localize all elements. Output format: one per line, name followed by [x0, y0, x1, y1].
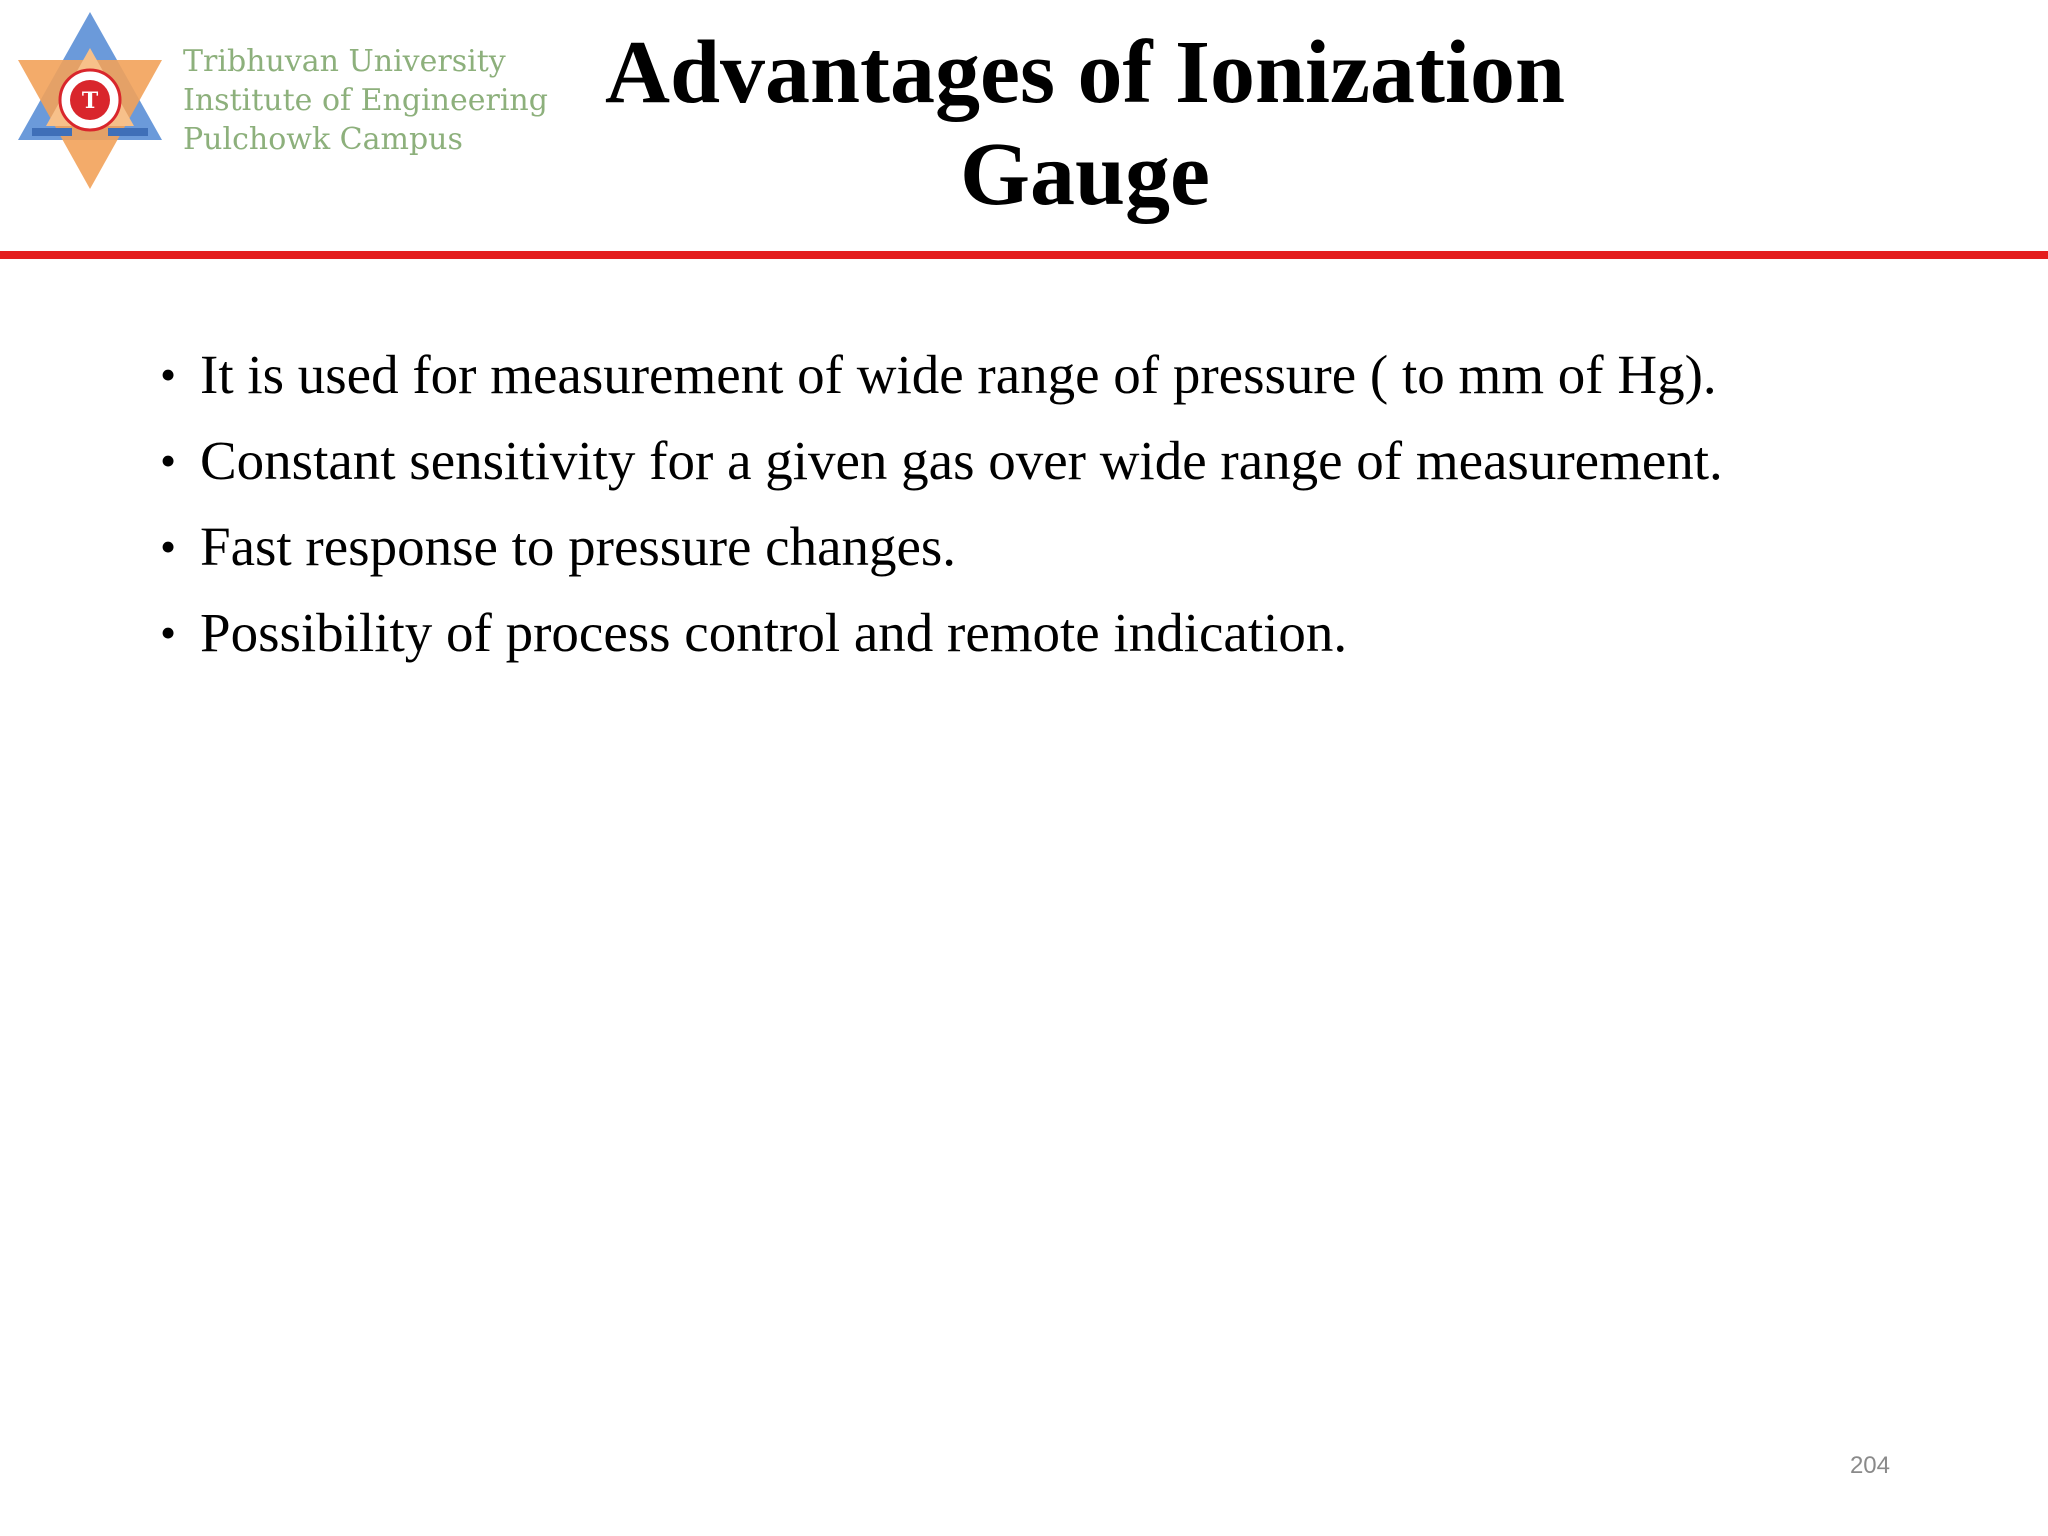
bullet-text: Constant sensitivity for a given gas over wide range of measurement. — [200, 430, 1723, 491]
slide-title-line-1: Advantages of Ionization — [604, 23, 1566, 122]
university-name: Tribhuvan University — [183, 44, 506, 79]
bullet-icon: • — [160, 435, 177, 486]
bullet-icon: • — [160, 521, 177, 572]
slide-title-line-2: Gauge — [959, 125, 1210, 224]
institution-name — [183, 42, 563, 159]
institute-name: Institute of Engineering — [183, 83, 548, 118]
bullet-list — [160, 332, 2020, 676]
bullet-text: Fast response to pressure changes. — [200, 516, 957, 577]
bullet-item — [160, 418, 2020, 504]
svg-text:T: T — [81, 88, 99, 114]
bullet-text: Possibility of process control and remote indication. — [200, 602, 1348, 663]
bullet-icon: • — [160, 607, 177, 658]
bullet-item — [160, 590, 2020, 676]
bullet-text: It is used for measurement of wide range of pressure ( to mm of Hg). — [200, 344, 1717, 405]
tribhuvan-university-emblem-icon — [10, 8, 170, 193]
bullet-item — [160, 332, 2020, 418]
bullet-icon: • — [160, 349, 177, 400]
page-number: 204 — [1849, 1452, 1890, 1479]
university-logo — [10, 8, 170, 193]
bullet-item — [160, 504, 2020, 590]
header-divider — [0, 251, 2048, 259]
slide-title — [560, 22, 1610, 226]
campus-name: Pulchowk Campus — [183, 122, 463, 157]
